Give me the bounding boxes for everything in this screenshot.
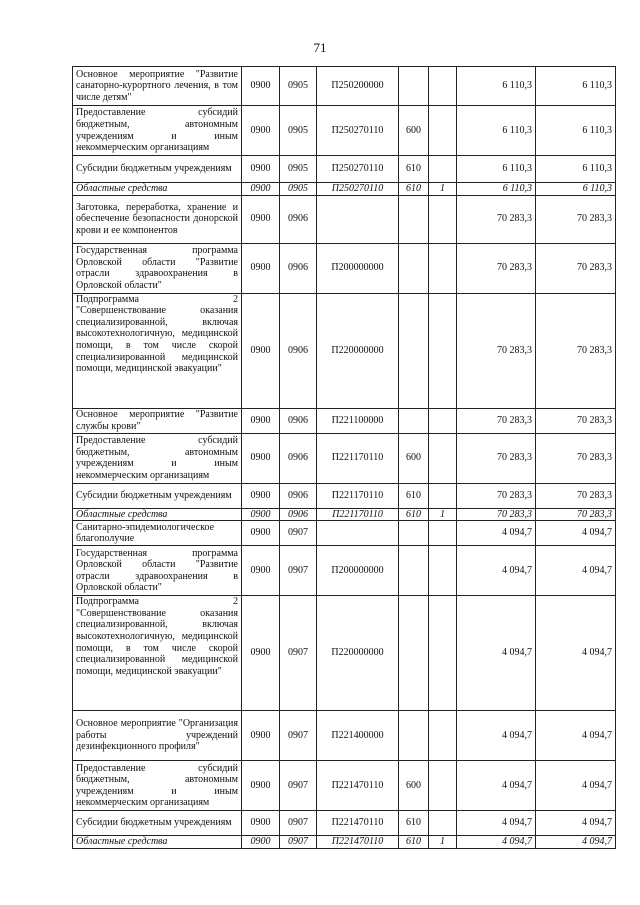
row-amount-2-cell: 70 283,3 <box>536 508 616 521</box>
row-name-cell: Субсидии бюджетным учреждениям <box>73 156 242 183</box>
table-row <box>73 195 616 243</box>
row-subsection-code-cell: 0907 <box>280 811 317 836</box>
row-name-cell: Государственная программа Орловской области "Развитие отрасли здравоохранения в Орловской области" <box>73 546 242 596</box>
row-amount-2-cell: 4 094,7 <box>536 596 616 711</box>
row-amount-2-cell: 6 110,3 <box>536 156 616 183</box>
row-name-cell: Заготовка, переработка, хранение и обеспечение безопасности донорской крови и ее компонентов <box>73 195 242 243</box>
row-section-code-cell: 0900 <box>242 521 280 546</box>
row-funding-source-cell <box>429 711 457 761</box>
row-expense-type-cell: 610 <box>399 836 429 849</box>
table-row <box>73 508 616 521</box>
row-expense-type-cell: 610 <box>399 811 429 836</box>
table-row <box>73 711 616 761</box>
row-amount-2-cell: 4 094,7 <box>536 521 616 546</box>
row-name-cell: Подпрограмма 2 "Совершенствование оказания специализированной, включая высокотехнологичную, медицинской помощи, в том числе скорой специализированной медицинской помощи, медицинской эвакуации" <box>73 596 242 711</box>
row-amount-2-cell: 70 283,3 <box>536 433 616 483</box>
row-amount-2-cell: 70 283,3 <box>536 195 616 243</box>
row-amount-2-cell: 6 110,3 <box>536 183 616 196</box>
row-expense-type-cell: 610 <box>399 156 429 183</box>
row-amount-1-cell: 70 283,3 <box>457 195 536 243</box>
row-amount-1-cell: 70 283,3 <box>457 483 536 508</box>
row-funding-source-cell: 1 <box>429 508 457 521</box>
row-amount-1-cell: 4 094,7 <box>457 521 536 546</box>
row-funding-source-cell <box>429 811 457 836</box>
row-amount-1-cell: 4 094,7 <box>457 811 536 836</box>
row-target-article-cell: П221170110 <box>317 508 399 521</box>
row-subsection-code-cell: 0906 <box>280 195 317 243</box>
table-row <box>73 67 616 106</box>
budget-table <box>72 66 616 849</box>
table-row <box>73 243 616 293</box>
row-name-cell: Областные средства <box>73 836 242 849</box>
row-subsection-code-cell: 0905 <box>280 67 317 106</box>
table-row <box>73 293 616 408</box>
row-section-code-cell: 0900 <box>242 761 280 811</box>
row-amount-2-cell: 6 110,3 <box>536 106 616 156</box>
row-section-code-cell: 0900 <box>242 596 280 711</box>
row-subsection-code-cell: 0906 <box>280 293 317 408</box>
row-amount-1-cell: 4 094,7 <box>457 546 536 596</box>
row-section-code-cell: 0900 <box>242 156 280 183</box>
row-subsection-code-cell: 0906 <box>280 433 317 483</box>
row-target-article-cell: П221400000 <box>317 711 399 761</box>
row-funding-source-cell <box>429 67 457 106</box>
table-row <box>73 433 616 483</box>
row-section-code-cell: 0900 <box>242 195 280 243</box>
row-section-code-cell: 0900 <box>242 293 280 408</box>
row-funding-source-cell <box>429 243 457 293</box>
row-subsection-code-cell: 0906 <box>280 408 317 433</box>
row-subsection-code-cell: 0907 <box>280 521 317 546</box>
row-amount-2-cell: 70 283,3 <box>536 293 616 408</box>
row-section-code-cell: 0900 <box>242 836 280 849</box>
row-name-cell: Субсидии бюджетным учреждениям <box>73 483 242 508</box>
row-expense-type-cell <box>399 521 429 546</box>
table-row <box>73 156 616 183</box>
row-expense-type-cell: 610 <box>399 483 429 508</box>
row-target-article-cell: П220000000 <box>317 596 399 711</box>
table-row <box>73 546 616 596</box>
row-target-article-cell: П250200000 <box>317 67 399 106</box>
row-target-article-cell: П221470110 <box>317 811 399 836</box>
row-amount-1-cell: 6 110,3 <box>457 67 536 106</box>
row-expense-type-cell: 600 <box>399 106 429 156</box>
row-section-code-cell: 0900 <box>242 408 280 433</box>
row-target-article-cell: П221470110 <box>317 836 399 849</box>
row-section-code-cell: 0900 <box>242 811 280 836</box>
row-subsection-code-cell: 0905 <box>280 183 317 196</box>
row-funding-source-cell <box>429 761 457 811</box>
row-funding-source-cell: 1 <box>429 836 457 849</box>
row-amount-1-cell: 4 094,7 <box>457 711 536 761</box>
row-section-code-cell: 0900 <box>242 711 280 761</box>
row-expense-type-cell <box>399 195 429 243</box>
row-amount-2-cell: 4 094,7 <box>536 546 616 596</box>
table-row <box>73 483 616 508</box>
row-target-article-cell: П221170110 <box>317 483 399 508</box>
row-funding-source-cell <box>429 408 457 433</box>
row-funding-source-cell <box>429 156 457 183</box>
row-funding-source-cell <box>429 106 457 156</box>
row-amount-1-cell: 4 094,7 <box>457 761 536 811</box>
table-body <box>73 67 616 849</box>
row-amount-1-cell: 6 110,3 <box>457 106 536 156</box>
table-row <box>73 811 616 836</box>
row-amount-2-cell: 4 094,7 <box>536 761 616 811</box>
row-funding-source-cell: 1 <box>429 183 457 196</box>
row-name-cell: Подпрограмма 2 "Совершенствование оказания специализированной, включая высокотехнологичную, медицинской помощи, в том числе скорой специализированной медицинской помощи, медицинской эвакуации" <box>73 293 242 408</box>
row-target-article-cell: П221170110 <box>317 433 399 483</box>
row-funding-source-cell <box>429 293 457 408</box>
row-section-code-cell: 0900 <box>242 483 280 508</box>
row-name-cell: Предоставление субсидий бюджетным, автономным учреждениям и иным некоммерческим организациям <box>73 106 242 156</box>
table-row <box>73 183 616 196</box>
row-section-code-cell: 0900 <box>242 106 280 156</box>
row-target-article-cell <box>317 521 399 546</box>
row-subsection-code-cell: 0906 <box>280 243 317 293</box>
row-name-cell: Предоставление субсидий бюджетным, автономным учреждениям и иным некоммерческим организациям <box>73 761 242 811</box>
row-amount-1-cell: 4 094,7 <box>457 836 536 849</box>
row-name-cell: Санитарно-эпидемиологическое благополучие <box>73 521 242 546</box>
row-section-code-cell: 0900 <box>242 433 280 483</box>
row-amount-2-cell: 70 283,3 <box>536 483 616 508</box>
row-amount-1-cell: 70 283,3 <box>457 508 536 521</box>
row-name-cell: Основное мероприятие "Развитие санаторно-курортного лечения, в том числе детям" <box>73 67 242 106</box>
row-subsection-code-cell: 0905 <box>280 106 317 156</box>
row-amount-1-cell: 70 283,3 <box>457 243 536 293</box>
row-subsection-code-cell: 0907 <box>280 546 317 596</box>
row-section-code-cell: 0900 <box>242 546 280 596</box>
row-name-cell: Субсидии бюджетным учреждениям <box>73 811 242 836</box>
row-expense-type-cell <box>399 67 429 106</box>
row-section-code-cell: 0900 <box>242 67 280 106</box>
row-amount-1-cell: 6 110,3 <box>457 156 536 183</box>
row-name-cell: Государственная программа Орловской области "Развитие отрасли здравоохранения в Орловской области" <box>73 243 242 293</box>
row-subsection-code-cell: 0906 <box>280 508 317 521</box>
row-funding-source-cell <box>429 433 457 483</box>
row-amount-2-cell: 4 094,7 <box>536 811 616 836</box>
table-row <box>73 596 616 711</box>
row-target-article-cell <box>317 195 399 243</box>
row-funding-source-cell <box>429 596 457 711</box>
row-funding-source-cell <box>429 195 457 243</box>
row-section-code-cell: 0900 <box>242 243 280 293</box>
row-expense-type-cell <box>399 546 429 596</box>
row-section-code-cell: 0900 <box>242 183 280 196</box>
table-row <box>73 761 616 811</box>
row-amount-2-cell: 70 283,3 <box>536 408 616 433</box>
table-row <box>73 408 616 433</box>
row-amount-1-cell: 70 283,3 <box>457 293 536 408</box>
row-amount-2-cell: 4 094,7 <box>536 836 616 849</box>
row-expense-type-cell <box>399 243 429 293</box>
row-name-cell: Основное мероприятие "Организация работы учреждений дезинфекционного профиля" <box>73 711 242 761</box>
table-row <box>73 836 616 849</box>
row-amount-1-cell: 70 283,3 <box>457 408 536 433</box>
row-target-article-cell: П250270110 <box>317 183 399 196</box>
page-number: 71 <box>313 40 327 55</box>
row-expense-type-cell: 600 <box>399 433 429 483</box>
row-subsection-code-cell: 0905 <box>280 156 317 183</box>
row-name-cell: Основное мероприятие "Развитие службы крови" <box>73 408 242 433</box>
row-expense-type-cell <box>399 293 429 408</box>
row-amount-1-cell: 70 283,3 <box>457 433 536 483</box>
row-subsection-code-cell: 0907 <box>280 836 317 849</box>
table-row <box>73 521 616 546</box>
row-target-article-cell: П221100000 <box>317 408 399 433</box>
row-subsection-code-cell: 0907 <box>280 596 317 711</box>
row-name-cell: Предоставление субсидий бюджетным, автономным учреждениям и иным некоммерческим организациям <box>73 433 242 483</box>
row-target-article-cell: П200000000 <box>317 243 399 293</box>
row-expense-type-cell: 600 <box>399 761 429 811</box>
row-expense-type-cell <box>399 711 429 761</box>
row-funding-source-cell <box>429 521 457 546</box>
row-target-article-cell: П250270110 <box>317 106 399 156</box>
row-funding-source-cell <box>429 546 457 596</box>
row-subsection-code-cell: 0907 <box>280 711 317 761</box>
row-name-cell: Областные средства <box>73 508 242 521</box>
table-row <box>73 106 616 156</box>
row-target-article-cell: П200000000 <box>317 546 399 596</box>
row-funding-source-cell <box>429 483 457 508</box>
row-expense-type-cell: 610 <box>399 508 429 521</box>
row-amount-2-cell: 6 110,3 <box>536 67 616 106</box>
row-name-cell: Областные средства <box>73 183 242 196</box>
row-amount-1-cell: 6 110,3 <box>457 183 536 196</box>
row-target-article-cell: П220000000 <box>317 293 399 408</box>
row-expense-type-cell <box>399 408 429 433</box>
row-expense-type-cell: 610 <box>399 183 429 196</box>
row-amount-1-cell: 4 094,7 <box>457 596 536 711</box>
row-amount-2-cell: 70 283,3 <box>536 243 616 293</box>
row-subsection-code-cell: 0906 <box>280 483 317 508</box>
row-subsection-code-cell: 0907 <box>280 761 317 811</box>
row-amount-2-cell: 4 094,7 <box>536 711 616 761</box>
row-target-article-cell: П221470110 <box>317 761 399 811</box>
row-target-article-cell: П250270110 <box>317 156 399 183</box>
row-section-code-cell: 0900 <box>242 508 280 521</box>
row-expense-type-cell <box>399 596 429 711</box>
